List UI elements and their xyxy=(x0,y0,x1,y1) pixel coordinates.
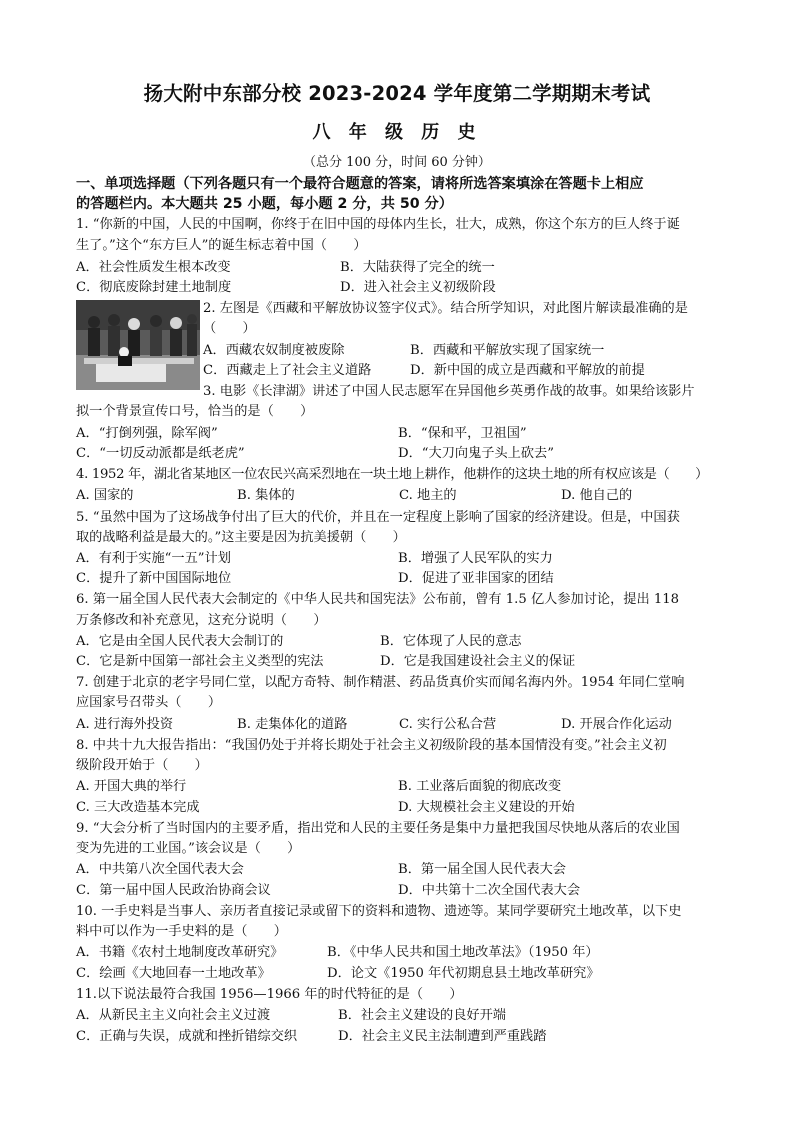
q5-option-d: D．促进了亚非国家的团结 xyxy=(398,571,554,586)
question-3-stem-cont: 拟一个背景宣传口号，恰当的是（ ） xyxy=(76,404,314,419)
q3-option-c: C．“一切反动派都是纸老虎” xyxy=(76,446,245,461)
question-1-stem: 1. “你新的中国，人民的中国啊，你终于在旧中国的母体内生长，壮大，成熟，你这个东方的巨人终于诞 xyxy=(76,217,680,232)
q6-option-b: B．它体现了人民的意志 xyxy=(380,634,522,649)
exam-title: 扬大附中东部分校 2023-2024 学年度第二学期期末考试 xyxy=(143,82,651,105)
q1-option-d: D．进入社会主义初级阶段 xyxy=(340,280,496,295)
question-3-stem: 3. 电影《长津湖》讲述了中国人民志愿军在异国他乡英勇作战的故事。如果给该影片 xyxy=(203,384,695,399)
photo-image xyxy=(76,300,200,390)
signing-ceremony-photo xyxy=(76,300,200,390)
q1-option-c: C．彻底废除封建土地制度 xyxy=(76,280,232,295)
q6-option-d: D．它是我国建设社会主义的保证 xyxy=(380,654,576,669)
q7-option-a: A. 进行海外投资 xyxy=(76,717,174,732)
q11-option-a: A．从新民主主义向社会主义过渡 xyxy=(76,1008,271,1023)
q11-option-c: C．正确与失误，成就和挫折错综交织 xyxy=(76,1029,298,1044)
q11-option-d: D．社会主义民主法制遭到严重践踏 xyxy=(338,1029,547,1044)
q9-option-b: B．第一届全国人民代表大会 xyxy=(398,862,566,877)
q2-option-d: D．新中国的成立是西藏和平解放的前提 xyxy=(410,363,645,378)
q3-option-a: A．“打倒列强，除军阀” xyxy=(76,426,218,441)
q1-option-a: A．社会性质发生根本改变 xyxy=(76,260,231,275)
q8-option-a: A. 开国大典的举行 xyxy=(76,779,187,794)
q8-option-c: C. 三大改造基本完成 xyxy=(76,800,200,815)
q4-option-d: D. 他自己的 xyxy=(561,488,633,503)
q8-option-d: D. 大规模社会主义建设的开始 xyxy=(398,800,575,815)
score-info: （总分 100 分，时间 60 分钟） xyxy=(303,155,491,170)
q2-option-c: C．西藏走上了社会主义道路 xyxy=(203,363,372,378)
q4-option-b: B. 集体的 xyxy=(237,488,295,503)
question-9-stem: 9. “大会分析了当时国内的主要矛盾，指出党和人民的主要任务是集中力量把我国尽快地从落后的农业国 xyxy=(76,821,680,836)
question-8-stem-cont: 级阶段开始于（ ） xyxy=(76,758,208,773)
question-6-stem: 6. 第一届全国人民代表大会制定的《中华人民共和国宪法》公布前，曾有 1.5 亿人参加讨论，提出 118 xyxy=(76,592,679,607)
q2-option-b: B．西藏和平解放实现了国家统一 xyxy=(410,343,605,358)
section-heading: 一、单项选择题（下列各题只有一个最符合题意的答案，请将所选答案填涂在答题卡上相应 xyxy=(76,176,644,192)
question-11-stem: 11.以下说法最符合我国 1956—1966 年的时代特征的是（ ） xyxy=(76,987,463,1002)
q5-option-a: A．有利于实施“一五”计划 xyxy=(76,551,231,566)
q6-option-c: C．它是新中国第一部社会主义类型的宪法 xyxy=(76,654,324,669)
question-5-stem: 5. “虽然中国为了这场战争付出了巨大的代价，并且在一定程度上影响了国家的经济建设。但是，中国获 xyxy=(76,510,680,525)
q5-option-b: B．增强了人民军队的实力 xyxy=(398,551,553,566)
question-7-stem: 7. 创建于北京的老字号同仁堂，以配方奇特、制作精湛、药品货真价实而闻名海内外。1954 年同仁堂响 xyxy=(76,675,685,690)
question-2-stem-cont: （ ） xyxy=(203,321,256,336)
q5-option-c: C．提升了新中国国际地位 xyxy=(76,571,232,586)
question-6-stem-cont: 万条修改和补充意见，这充分说明（ ） xyxy=(76,613,327,628)
question-9-stem-cont: 变为先进的工业国。”该会议是（ ） xyxy=(76,841,301,856)
q4-option-c: C. 地主的 xyxy=(399,488,457,503)
question-8-stem: 8. 中共十九大报告指出：“我国仍处于并将长期处于社会主义初级阶段的基本国情没有变。”社会主义初 xyxy=(76,738,667,753)
q3-option-b: B．“保和平，卫祖国” xyxy=(398,426,527,441)
question-2-stem: 2. 左图是《西藏和平解放协议签字仪式》。结合所学知识，对此图片解读最准确的是 xyxy=(203,301,688,316)
q3-option-d: D．“大刀向鬼子头上砍去” xyxy=(398,446,554,461)
q7-option-d: D. 开展合作化运动 xyxy=(561,717,672,732)
question-10-stem: 10. 一手史料是当事人、亲历者直接记录或留下的资料和遗物、遗迹等。某同学要研究土地改革，以下史 xyxy=(76,904,682,919)
q7-option-b: B. 走集体化的道路 xyxy=(237,717,348,732)
q8-option-b: B. 工业落后面貌的彻底改变 xyxy=(398,779,562,794)
question-4-stem: 4. 1952 年，湖北省某地区一位农民兴高采烈地在一块土地上耕作，他耕作的这块土地的所有权应该是（ ） xyxy=(76,467,709,482)
q10-option-b: B．《中华人民共和国土地改革法》（1950 年） xyxy=(327,945,599,960)
q9-option-d: D．中共第十二次全国代表大会 xyxy=(398,883,581,898)
question-5-stem-cont: 取的战略利益是最大的。”这主要是因为抗美援朝（ ） xyxy=(76,530,406,545)
q10-option-c: C．绘画《大地回春一土地改革》 xyxy=(76,966,271,981)
q10-option-d: D．论文《1950 年代初期息县土地改革研究》 xyxy=(327,966,600,981)
q9-option-c: C．第一届中国人民政治协商会议 xyxy=(76,883,271,898)
q2-option-a: A．西藏农奴制度被废除 xyxy=(203,343,345,358)
q10-option-a: A．书籍《农村土地制度改革研究》 xyxy=(76,945,284,960)
q11-option-b: B．社会主义建设的良好开端 xyxy=(338,1008,506,1023)
question-10-stem-cont: 料中可以作为一手史料的是（ ） xyxy=(76,924,287,939)
question-7-stem-cont: 应国家号召带头（ ） xyxy=(76,695,222,710)
question-1-stem-cont: 生了。”这个“东方巨人”的诞生标志着中国（ ） xyxy=(76,238,367,253)
q6-option-a: A．它是由全国人民代表大会制订的 xyxy=(76,634,284,649)
q4-option-a: A. 国家的 xyxy=(76,488,134,503)
section-heading-cont: 的答题栏内。本大题共 25 小题，每小题 2 分，共 50 分） xyxy=(76,196,453,212)
q1-option-b: B．大陆获得了完全的统一 xyxy=(340,260,495,275)
q9-option-a: A．中共第八次全国代表大会 xyxy=(76,862,244,877)
q7-option-c: C. 实行公私合营 xyxy=(399,717,497,732)
exam-subtitle: 八 年 级 历 史 xyxy=(312,122,482,143)
